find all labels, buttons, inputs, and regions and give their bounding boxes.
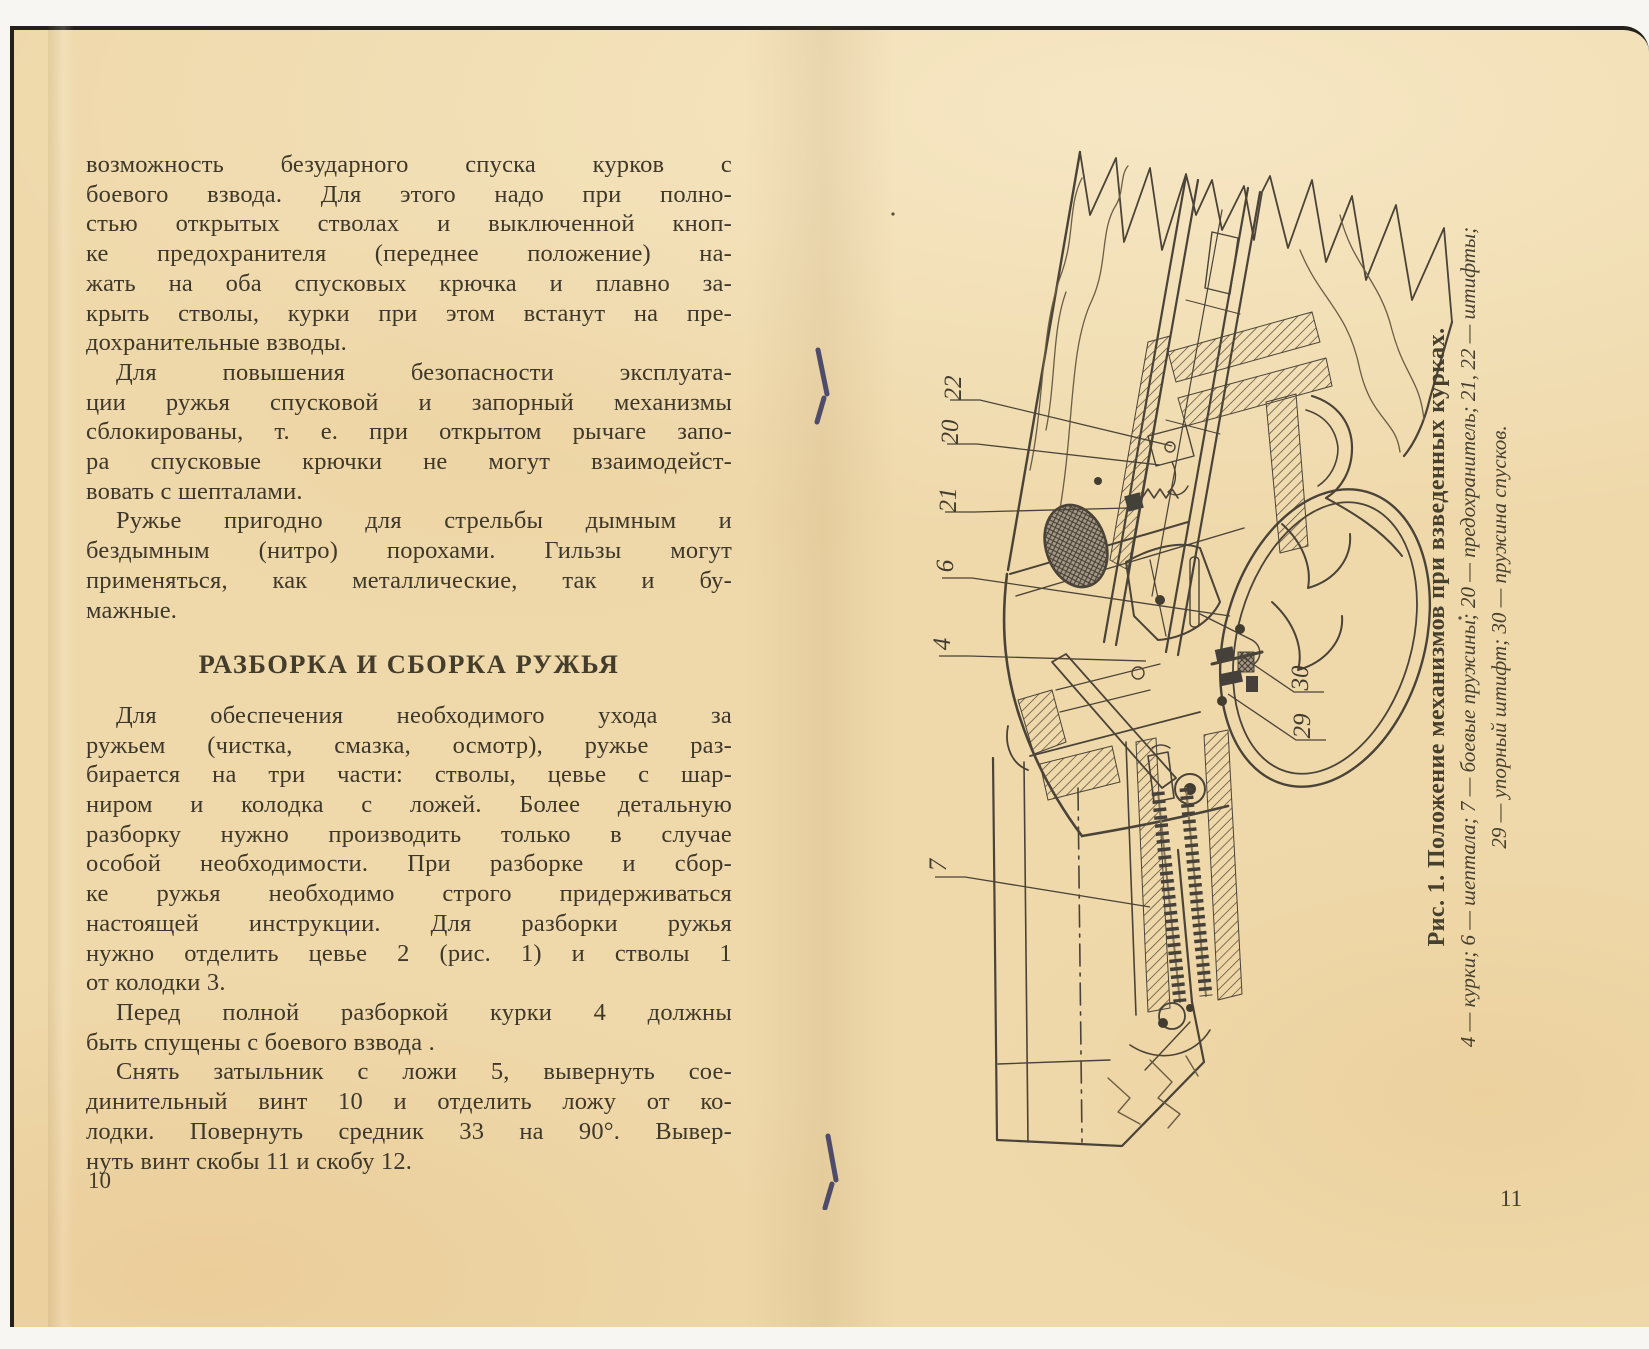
paragraph (86, 998, 732, 1057)
text-line: бездымным (нитро) порохами. Гильзы могут (86, 537, 732, 565)
text-line: Снять затыльник с ложи 5, вывернуть сое- (116, 1058, 732, 1086)
text-line: мажные. (86, 596, 178, 624)
text-line: бирается на три части: стволы, цевье с шар- (86, 761, 732, 789)
text-line: ниром и колодка с ложей. Более детальную (86, 791, 732, 819)
figure-caption-parts-line1: 4 — курки; 6 — шептала; 7 — боевые пружины; 20 — предохранитель; 21, 22 — штифты; (1456, 226, 1480, 1048)
text-line: особой необходимости. При разборке и сбор- (86, 850, 732, 878)
left-page-crease (48, 26, 74, 1327)
figure-label-21: 21 (935, 487, 962, 513)
figure-caption-parts-line2: 29 — упорный штифт; 30 — пружина спусков. (1487, 425, 1511, 849)
text-line: применяться, как металлические, так и бу- (86, 566, 732, 594)
text-line: ружьем (чистка, смазка, осмотр), ружье раз- (86, 731, 732, 759)
paragraph (86, 358, 732, 507)
paragraph (86, 701, 732, 998)
text-line: дохранительные взводы. (86, 329, 347, 357)
figure-label-20: 20 (937, 419, 964, 445)
text-line: ке предохранителя (переднее положение) на- (86, 240, 732, 268)
text-line: жать на оба спусковых крючка и плавно за- (86, 269, 732, 297)
text-line: нужно отделить цевье 2 (рис. 1) и стволы 1 (86, 939, 732, 967)
section-heading: РАЗБОРКА И СБОРКА РУЖЬЯ (198, 649, 620, 680)
figure-caption-title: Рис. 1. Положение механизмов при взведенных курках. (1424, 327, 1450, 947)
left-page-text (86, 150, 732, 1176)
binding-stitches (817, 350, 836, 1208)
text-line: настоящей инструкции. Для разборки ружья (86, 909, 732, 937)
text-line: Для повышения безопасности эксплуата- (116, 358, 732, 386)
figure-caption (1418, 142, 1518, 1132)
figure-label-29: 29 (1289, 713, 1316, 739)
text-line: динительный винт 10 и отделить ложу от ко- (86, 1088, 732, 1116)
text-line: лодки. Повернуть средник 33 на 90°. Вывер- (86, 1117, 732, 1145)
figure-label-30: 30 (1287, 665, 1314, 691)
paragraph (86, 1057, 732, 1176)
figure-label-4: 4 (929, 637, 956, 651)
paragraph (86, 506, 732, 625)
text-line: ции ружья спусковой и запорный механизмы (86, 388, 732, 416)
text-line: ра спусковые крючки не могут взаимодейст- (86, 448, 732, 476)
text-line: стью открытых стволах и выключенной кноп- (86, 210, 732, 238)
text-line: разборку нужно производить только в случае (86, 820, 732, 848)
text-line: возможность безударного спуска курков с (86, 151, 732, 178)
figure-1-drawing (800, 120, 1500, 1210)
text-line: от колодки 3. (86, 969, 226, 997)
text-line: Перед полной разборкой курки 4 должны (116, 998, 732, 1026)
gun-mechanism-section (993, 152, 1463, 1146)
paragraph (86, 150, 732, 358)
text-line: крыть стволы, курки при этом встанут на пре- (86, 299, 732, 327)
figure-label-7: 7 (925, 858, 952, 872)
text-line: нуть винт скобы 11 и скобу 12. (86, 1147, 413, 1175)
text-line: Ружье пригодно для стрельбы дымным и (116, 507, 732, 535)
text-line: сблокированы, т. е. при открытом рычаге запо- (86, 418, 732, 446)
page-number-right: 11 (1500, 1186, 1523, 1211)
text-line: Для обеспечения необходимого ухода за (116, 701, 732, 729)
page-number-left: 10 (88, 1168, 111, 1193)
figure-label-22: 22 (940, 375, 967, 401)
figure-label-6: 6 (932, 559, 959, 573)
text-line: ке ружья необходимо строго придерживаться (86, 880, 732, 908)
text-line: боевого взвода. Для этого надо при полно- (86, 180, 732, 208)
text-line: вовать с шепталами. (86, 477, 303, 505)
text-line: быть спущены с боевого взвода . (86, 1028, 435, 1056)
paper-specks (891, 120, 1461, 1210)
